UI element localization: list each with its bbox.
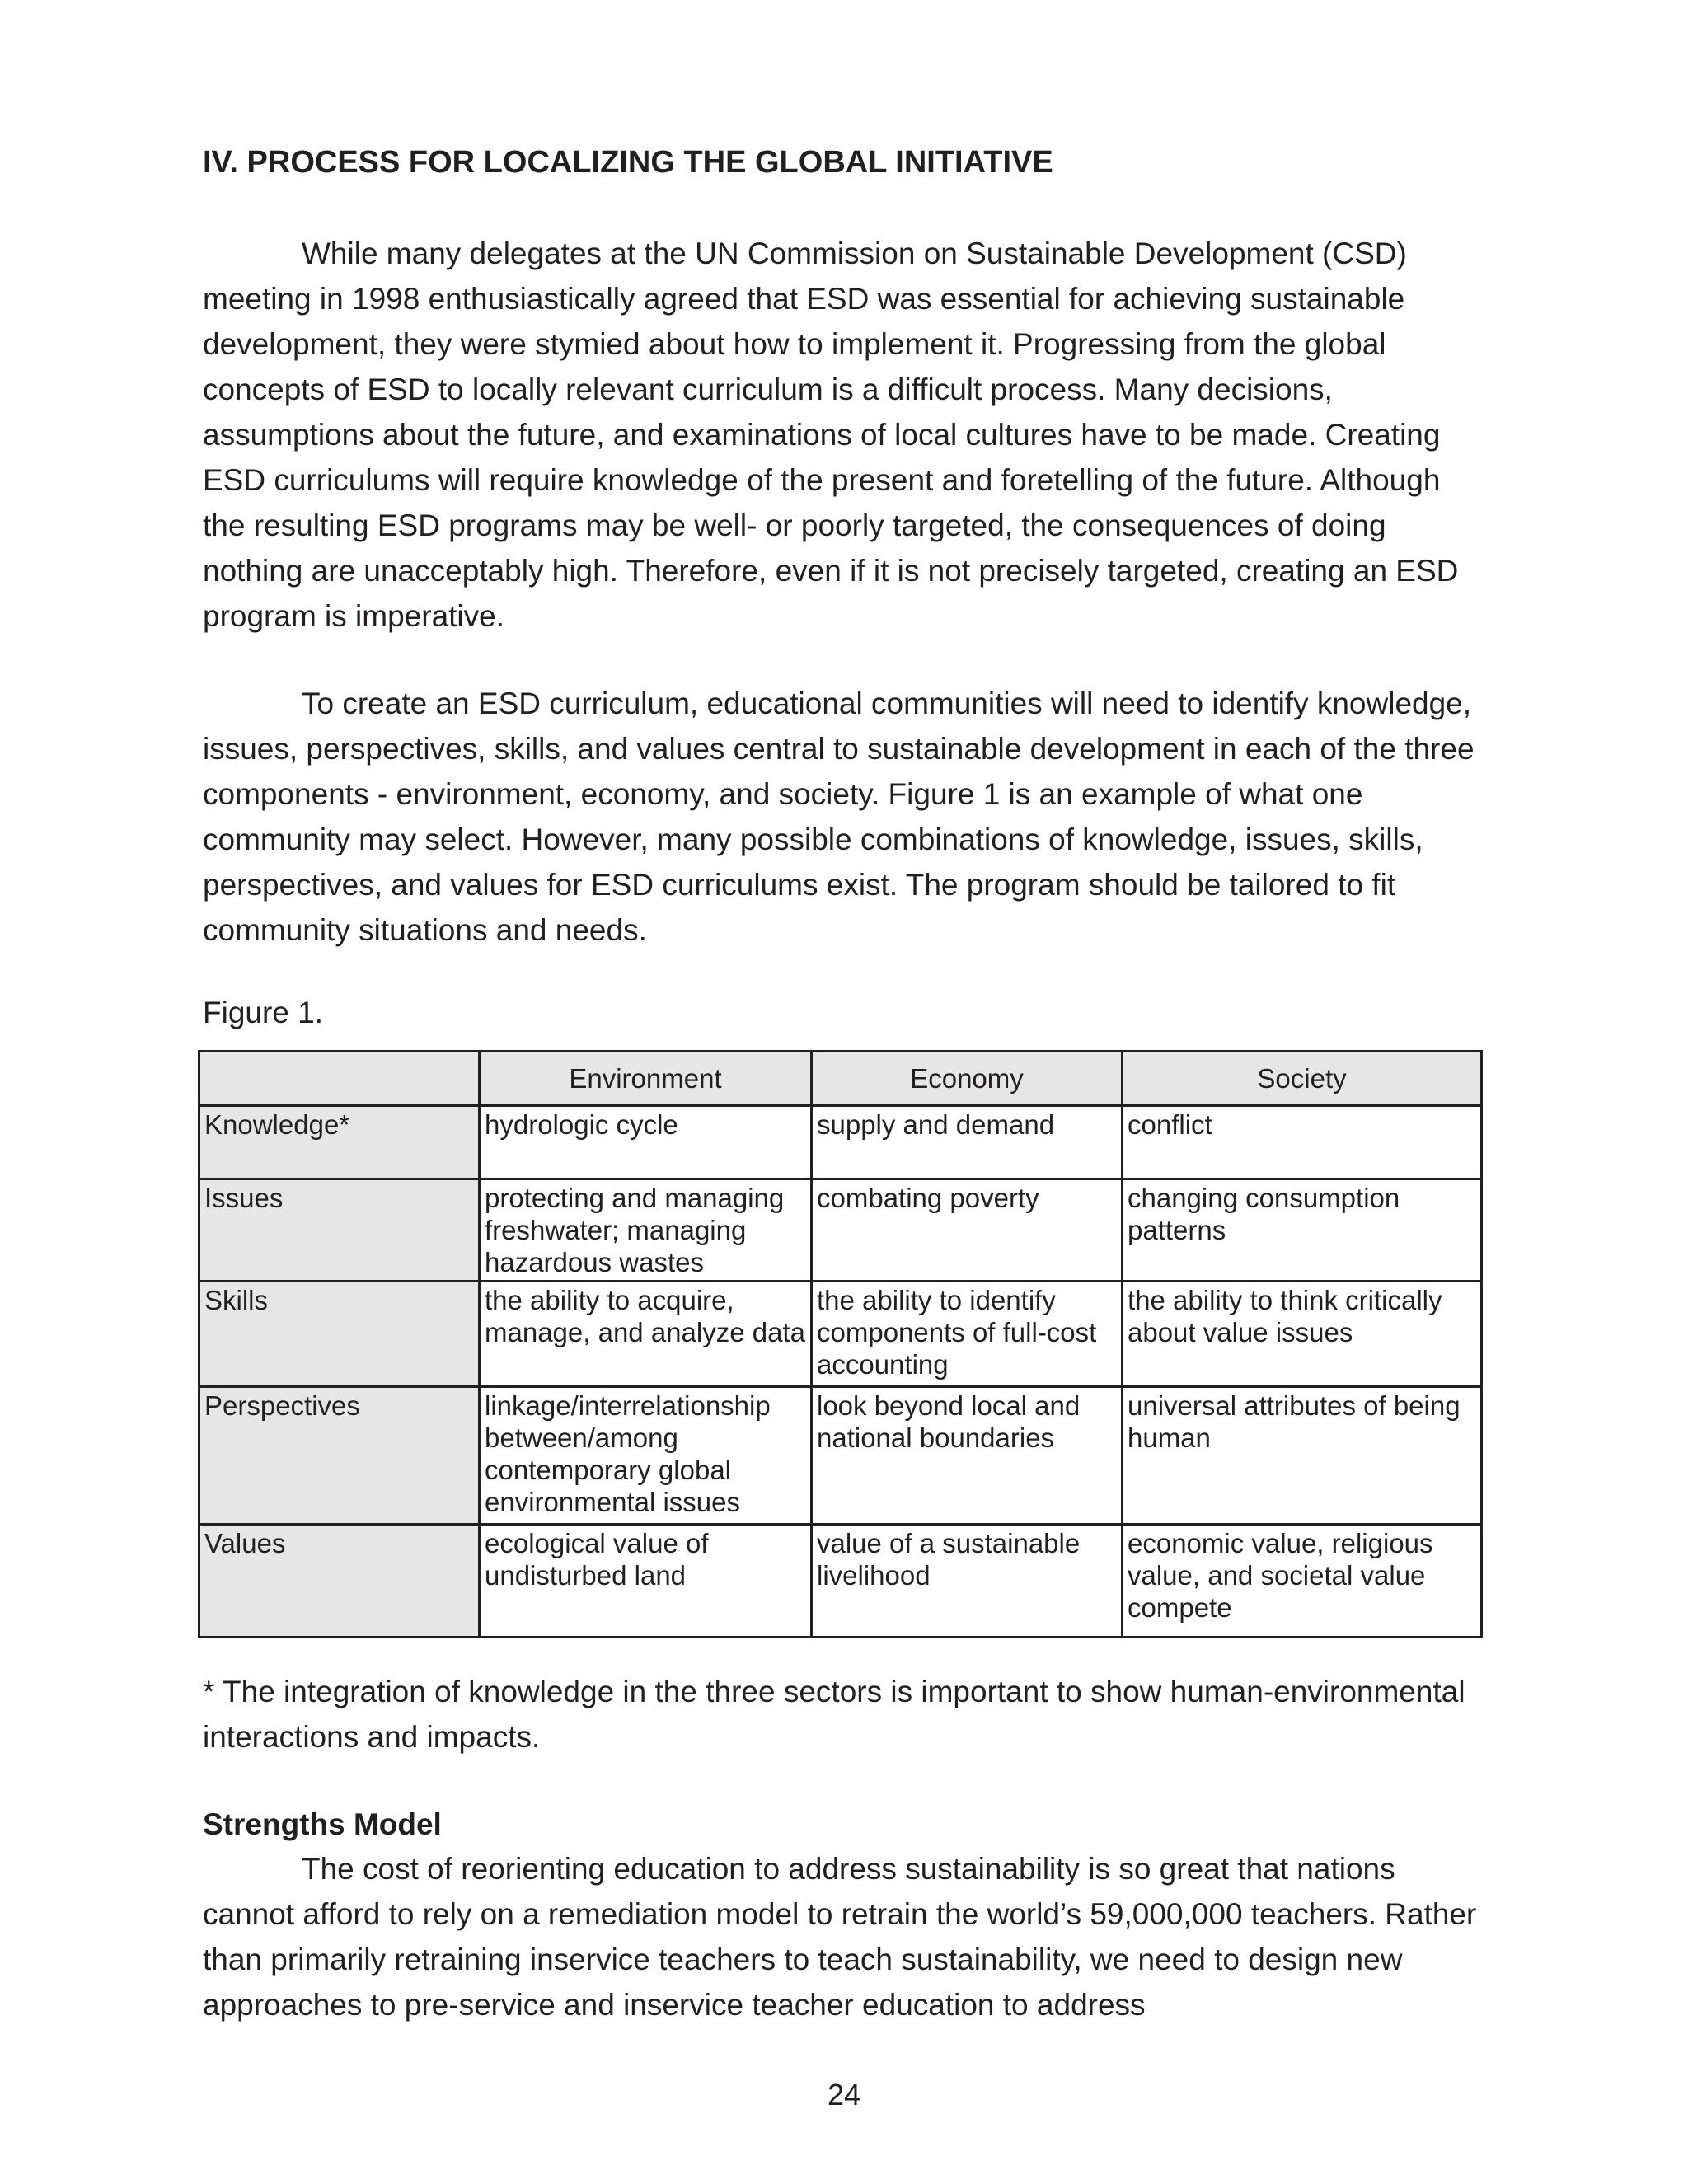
- table-cell: linkage/interrelationship between/among contemporary global environmental issues: [480, 1387, 812, 1525]
- column-header-economy: Economy: [812, 1052, 1123, 1106]
- table-footnote: * The integration of knowledge in the three sectors is important to show human-environmental interactions and impacts.: [203, 1675, 1465, 1754]
- table-cell: value of a sustainable livelihood: [812, 1525, 1123, 1638]
- table-cell: universal attributes of being human: [1123, 1387, 1482, 1525]
- table-cell: supply and demand: [812, 1106, 1123, 1179]
- table-cell: look beyond local and national boundaries: [812, 1387, 1123, 1525]
- section-heading: IV. PROCESS FOR LOCALIZING THE GLOBAL INITIATIVE: [203, 145, 1053, 180]
- paragraph-text: The cost of reorienting education to address sustainability is so great that nations cannot afford to rely on a remediation model to retrain the world’s 59,000,000 teachers. Rather than primarily retraining inservice teachers to teach sustainability, we need to design new approaches to pre-service and inservice teacher education to address: [203, 1852, 1477, 2022]
- table-row: [199, 1179, 1482, 1282]
- row-header-perspectives: Perspectives: [199, 1387, 480, 1525]
- row-header-skills: Skills: [199, 1282, 480, 1387]
- figure-label: Figure 1.: [203, 996, 324, 1029]
- table-row: [199, 1106, 1482, 1179]
- table-cell: changing consumption patterns: [1123, 1179, 1482, 1282]
- table-row: [199, 1525, 1482, 1638]
- table-cell: protecting and managing freshwater; managing hazardous wastes: [480, 1179, 812, 1282]
- subheading-strengths-model: Strengths Model: [203, 1807, 442, 1841]
- paragraph-text: To create an ESD curriculum, educational communities will need to identify knowledge, issues, perspectives, skills, and values central to sustainable development in each of the three components - environment, economy, and society. Figure 1 is an example of what one community may select. However, many possible combinations of knowledge, issues, skills, perspectives, and values for ESD curriculums exist. The program should be tailored to fit community situations and needs.: [203, 687, 1475, 947]
- table-cell: conflict: [1123, 1106, 1482, 1179]
- table-header-row: [199, 1052, 1482, 1106]
- paragraph-create-curriculum: [203, 681, 1489, 953]
- table-cell: hydrologic cycle: [480, 1106, 812, 1179]
- table-row: [199, 1387, 1482, 1525]
- row-header-issues: Issues: [199, 1179, 480, 1282]
- table-cell: the ability to acquire, manage, and analyze data: [480, 1282, 812, 1387]
- table-cell: combating poverty: [812, 1179, 1123, 1282]
- table-cell: ecological value of undisturbed land: [480, 1525, 812, 1638]
- row-header-values: Values: [199, 1525, 480, 1638]
- row-header-knowledge: Knowledge*: [199, 1106, 480, 1179]
- column-header-environment: Environment: [480, 1052, 812, 1106]
- column-header-society: Society: [1123, 1052, 1482, 1106]
- paragraph-strengths-model: [203, 1846, 1489, 2027]
- paragraph-text: While many delegates at the UN Commission on Sustainable Development (CSD) meeting in 1998 enthusiastically agreed that ESD was essential for achieving sustainable development, they were stymied about how to implement it. Progressing from the global concepts of ESD to locally relevant curriculum is a difficult process. Many decisions, assumptions about the future, and examinations of local cultures have to be made. Creating ESD curriculums will require knowledge of the present and foretelling of the future. Although the resulting ESD programs may be well- or poorly targeted, the consequences of doing nothing are unacceptably high. Therefore, even if it is not precisely targeted, creating an ESD program is imperative.: [203, 237, 1459, 633]
- table-cell: the ability to identify components of full-cost accounting: [812, 1282, 1123, 1387]
- table-corner-cell: [199, 1052, 480, 1106]
- paragraph-csd-meeting: [203, 231, 1489, 639]
- figure-table: [198, 1050, 1483, 1638]
- table-cell: economic value, religious value, and societal value compete: [1123, 1525, 1482, 1638]
- table-row: [199, 1282, 1482, 1387]
- page-number: 24: [827, 2078, 861, 2111]
- table-cell: the ability to think critically about value issues: [1123, 1282, 1482, 1387]
